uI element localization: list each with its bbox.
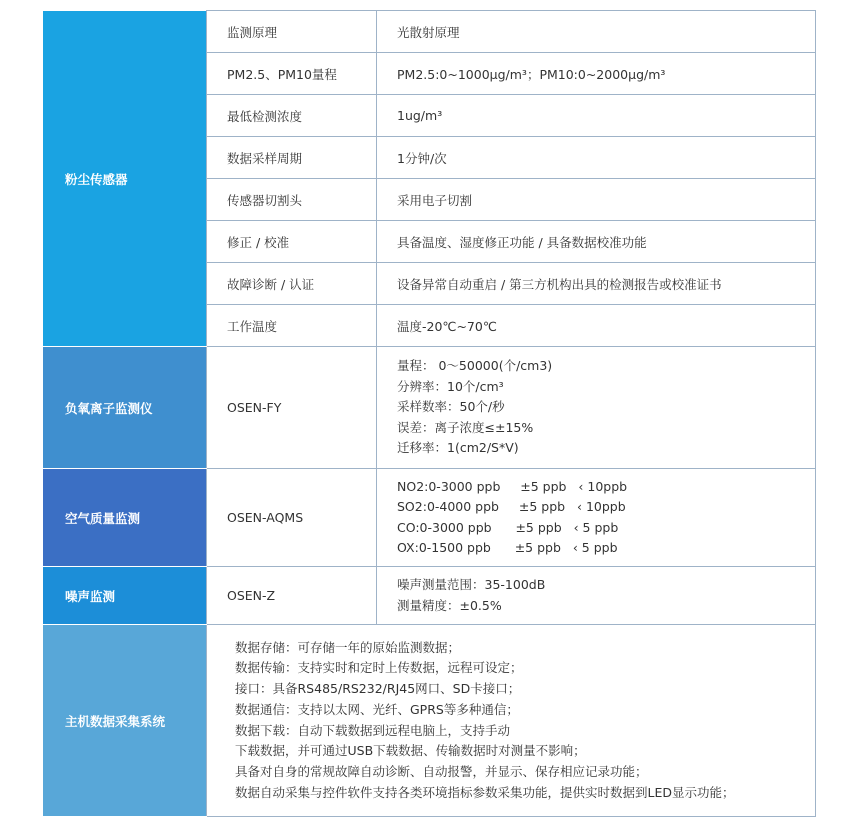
spec-label: 修正 / 校准	[207, 221, 377, 263]
spec-line: 测量精度：±0.5%	[397, 597, 502, 613]
spec-label: PM2.5、PM10量程	[207, 53, 377, 95]
table-row	[43, 11, 816, 53]
spec-label: 故障诊断 / 认证	[207, 263, 377, 305]
host-specs	[207, 625, 816, 817]
category-air-quality: 空气质量监测	[43, 469, 207, 567]
spec-value: 具备温度、湿度修正功能 / 具备数据校准功能	[377, 221, 816, 263]
spec-value: 设备异常自动重启 / 第三方机构出具的检测报告或校准证书	[377, 263, 816, 305]
spec-label: 传感器切割头	[207, 179, 377, 221]
model-air: OSEN-AQMS	[207, 469, 377, 567]
spec-value: 光散射原理	[377, 11, 816, 53]
spec-table	[42, 10, 816, 817]
table-row	[43, 469, 816, 567]
table-row	[43, 625, 816, 817]
spec-line: OX:0-1500 ppb ±5 ppb ‹ 5 ppb	[397, 540, 618, 555]
spec-line: 数据下载：自动下载数据到远程电脑上，支持手动	[235, 722, 511, 738]
spec-line: 数据自动采集与控件软件支持各类环境指标参数采集功能，提供实时数据到LED显示功能；	[235, 784, 735, 800]
spec-line: 数据存储：可存储一年的原始监测数据；	[235, 639, 461, 655]
spec-label: 监测原理	[207, 11, 377, 53]
model-noise: OSEN-Z	[207, 567, 377, 625]
spec-line: 量程： 0～50000(个/cm3)	[397, 358, 553, 374]
spec-line: 迁移率：1(cm2/S*V)	[397, 440, 519, 456]
spec-line: 误差：离子浓度≤±15%	[397, 419, 534, 435]
category-host-system: 主机数据采集系统	[43, 625, 207, 817]
spec-value: 1ug/m³	[377, 95, 816, 137]
spec-value: PM2.5:0~1000μg/m³；PM10:0~2000μg/m³	[377, 53, 816, 95]
spec-value: 温度-20℃~70℃	[377, 305, 816, 347]
category-ion-monitor: 负氧离子监测仪	[43, 347, 207, 469]
spec-line: 接口：具备RS485/RS232/RJ45网口、SD卡接口；	[235, 681, 521, 697]
spec-label: 最低检测浓度	[207, 95, 377, 137]
model-ion: OSEN-FY	[207, 347, 377, 469]
spec-line: SO2:0-4000 ppb ±5 ppb ‹ 10ppb	[397, 499, 626, 514]
category-dust-sensor: 粉尘传感器	[43, 11, 207, 347]
spec-value: 采用电子切割	[377, 179, 816, 221]
spec-line: NO2:0-3000 ppb ±5 ppb ‹ 10ppb	[397, 478, 628, 494]
spec-line: 具备对自身的常规故障自动诊断、自动报警，并显示、保存相应记录功能；	[235, 763, 648, 779]
spec-line: CO:0-3000 ppb ±5 ppb ‹ 5 ppb	[397, 519, 619, 535]
spec-line: 数据传输：支持实时和定时上传数据，远程可设定；	[235, 660, 523, 676]
spec-value: 1分钟/次	[377, 137, 816, 179]
noise-specs	[377, 567, 816, 625]
spec-label: 工作温度	[207, 305, 377, 347]
spec-line: 数据通信：支持以太网、光纤、GPRS等多种通信；	[235, 701, 519, 717]
air-specs	[377, 469, 816, 567]
spec-line: 采样数率：50个/秒	[397, 399, 505, 415]
spec-line: 分辨率：10个/cm³	[397, 378, 504, 394]
table-row	[43, 567, 816, 625]
spec-line: 噪声测量范围：35-100dB	[397, 577, 546, 592]
spec-line: 下载数据，并可通过USB下载数据、传输数据时对测量不影响；	[235, 743, 586, 759]
category-noise: 噪声监测	[43, 567, 207, 625]
ion-specs	[377, 347, 816, 469]
spec-label: 数据采样周期	[207, 137, 377, 179]
table-row	[43, 347, 816, 469]
